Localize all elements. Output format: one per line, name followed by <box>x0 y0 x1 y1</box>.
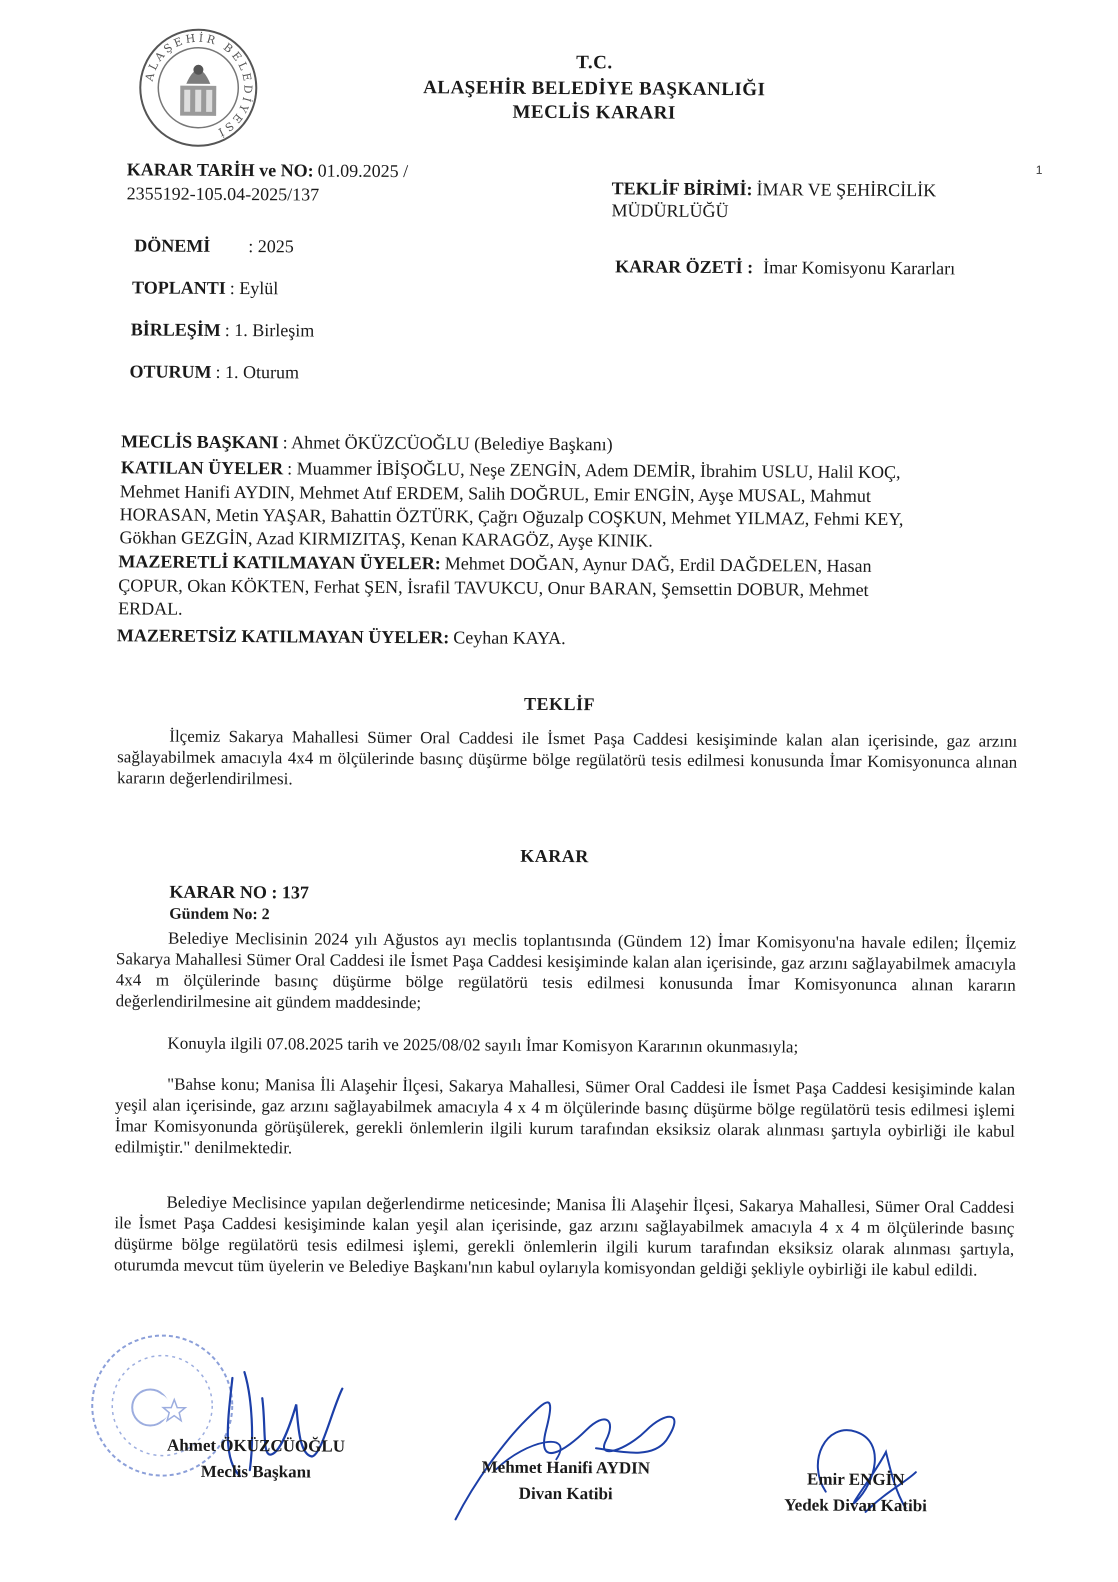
katilan-line1: : Muammer İBİŞOĞLU, Neşe ZENGİN, Adem DEMİR, İbrahim USLU, Halil KOÇ, <box>287 458 901 483</box>
teklif-text: İlçemiz Sakarya Mahallesi Sümer Oral Caddesi ile İsmet Paşa Caddesi kesişiminde kalan alan içerisinde, gaz arzını sağlayabilmek amacıyla 4x4 m ölçülerinde basınç düşürme bölge regülatörü tesis edilmesi konusunda İmar Komisyonunca alınan kararın değerlendirilmesi. <box>117 726 1018 789</box>
mazeretsiz-row <box>117 625 566 649</box>
signature-block-divan-katibi <box>436 1457 696 1505</box>
karar-paragraph-1: Belediye Meclisinin 2024 yılı Ağustos ayı meclis toplantısında (Gündem 12) İmar Komisyonu'na havale edilen; İlçemiz Sakarya Mahallesi Sümer Oral Caddesi ile İsmet Paşa Caddesi kesişiminde kalan alan içerisinde, gaz arzını sağlayabilmek amacıyla 4x4 m ölçülerinde basınç düşürme bölge regülatörü tesis edilmesi konusunda İmar Komisyonunca alınan kararın değerlendirilmesine ait gündem maddesinde; <box>115 928 1017 1013</box>
toplanti-label: TOPLANTI <box>132 277 226 298</box>
meclis-baskani-value: : Ahmet ÖKÜZCÜOĞLU (Belediye Başkanı) <box>282 432 613 455</box>
karar-paragraph-3: "Bahse konu; Manisa İli Alaşehir İlçesi, Sakarya Mahallesi, Sümer Oral Caddesi ile İsmet Paşa Caddesi kesişiminde kalan yeşil alan içerisinde, gaz arzını sağlayabilmek amacıyla 4 x 4 m ölçülerinde basınç düşürme bölge regülatörü tesis edilmesi işlemi İmar Komisyonunda görüşülerek, gerekli önlemlerin ilgili kurum tarafından eksiksiz olarak alınması şartıyla oybirliği ile kabul edilmiştir." denilmektedir. <box>114 1074 1016 1158</box>
svg-text:ALAŞEHİR BELEDİYESİ: ALAŞEHİR BELEDİYESİ <box>142 31 255 140</box>
header-doc-type: MECLİS KARARI <box>512 101 676 124</box>
mazeretsiz-label: MAZERETSİZ KATILMAYAN ÜYELER: <box>116 625 450 648</box>
katilan-label: KATILAN ÜYELER <box>120 457 284 479</box>
karar-ozeti-value: İmar Komisyonu Kararları <box>763 257 956 279</box>
karar-title: KARAR <box>520 845 589 867</box>
page-number: 1 <box>1035 162 1043 177</box>
teklif-birimi-value: İMAR VE ŞEHİRCİLİK <box>756 179 937 201</box>
karar-paragraph-4: Belediye Meclisince yapılan değerlendirme neticesinde; Manisa İli Alaşehir İlçesi, Sakarya Mahallesi, Sümer Oral Caddesi ile İsmet Paşa Caddesi kesişiminde kalan yeşil alan içerisinde, gaz arzını sağlayabilmek amacıyla 4 x 4 m ölçülerinde basınç düşürme bölge regülatörü tesis edilmesi işlemi, gerekli önlemlerin ilgili kurum tarafından eksiksiz olarak alınması şartıyla, oturumda mevcut tüm üyelerin ve Belediye Başkanı'nın kabul oylarıyla komisyondan geldiği şekliyle oybirliği ile kabul edildi. <box>114 1192 1015 1280</box>
signature-block-baskan <box>126 1435 386 1483</box>
mazeretli-line2: ÇOPUR, Okan KÖKTEN, Ferhat ŞEN, İsrafil TAVUKCU, Onur BARAN, Şemsettin DOBUR, Mehmet <box>118 575 869 600</box>
karar-ozeti-label: KARAR ÖZETİ : <box>615 256 754 278</box>
toplanti-row <box>132 277 278 299</box>
signatory-name: Mehmet Hanifi AYDIN <box>481 1457 651 1478</box>
katilan-row <box>121 457 901 483</box>
teklif-title: TEKLİF <box>523 693 596 715</box>
karar-ozeti-row <box>615 256 955 279</box>
gundem-no: Gündem No: 2 <box>169 905 270 924</box>
karar-tarih-value: 01.09.2025 / <box>317 160 409 182</box>
signatory-name: Ahmet ÖKÜZCÜOĞLU <box>166 1435 346 1456</box>
signature-block-yedek-divan-katibi <box>726 1469 986 1517</box>
oturum-row <box>129 361 299 383</box>
signatory-title: Meclis Başkanı <box>200 1461 311 1482</box>
signatory-title: Divan Katibi <box>518 1483 613 1504</box>
donemi-row <box>134 235 294 257</box>
mazeretli-label: MAZERETLİ KATILMAYAN ÜYELER: <box>118 551 441 574</box>
toplanti-value: : Eylül <box>229 277 279 299</box>
donemi-value: : 2025 <box>248 236 294 257</box>
katilan-line3: HORASAN, Metin YAŞAR, Bahattin ÖZTÜRK, Çağrı Oğuzalp COŞKUN, Mehmet YILMAZ, Fehmi KEY, <box>119 504 904 530</box>
birlesim-value: : 1. Birleşim <box>224 319 315 341</box>
signatory-name: Emir ENGİN <box>807 1469 905 1490</box>
karar-no-value: 2355192-105.04-2025/137 <box>126 183 320 205</box>
mazeretli-line1: Mehmet DOĞAN, Aynur DAĞ, Erdil DAĞDELEN, Hasan <box>444 553 872 576</box>
meclis-baskani-label: MECLİS BAŞKANI <box>121 431 279 453</box>
karar-tarih-label: KARAR TARİH ve NO: <box>126 159 314 181</box>
donemi-label: DÖNEMİ <box>134 235 211 256</box>
signatory-title: Yedek Divan Katibi <box>784 1495 928 1516</box>
katilan-line2: Mehmet Hanifi AYDIN, Mehmet Atıf ERDEM, Salih DOĞRUL, Emir ENGİN, Ayşe MUSAL, Mahmut <box>119 481 872 506</box>
signature-divan-katibi-icon <box>435 1379 696 1531</box>
karar-no: KARAR NO : 137 <box>169 881 309 903</box>
municipality-logo-icon <box>136 25 261 150</box>
teklif-birimi-row <box>612 178 937 201</box>
oturum-value: : 1. Oturum <box>215 361 300 383</box>
birlesim-label: BİRLEŞİM <box>130 319 221 340</box>
header-institution: ALAŞEHİR BELEDİYE BAŞKANLIĞI <box>423 77 766 101</box>
header-tc: T.C. <box>576 52 613 74</box>
meclis-baskani-row <box>121 431 613 455</box>
mazeretsiz-value: Ceyhan KAYA. <box>453 627 566 649</box>
teklif-birimi-value2: MÜDÜRLÜĞÜ <box>611 200 729 222</box>
oturum-label: OTURUM <box>129 361 212 382</box>
karar-paragraph-2: Konuyla ilgili 07.08.2025 tarih ve 2025/08/02 sayılı İmar Komisyon Kararının okunmasıyla; <box>167 1033 799 1057</box>
katilan-line4: Gökhan GEZGİN, Azad KIRMIZITAŞ, Kenan KARAGÖZ, Ayşe KINIK. <box>119 527 653 551</box>
karar-tarih-row <box>127 159 408 182</box>
birlesim-row <box>131 319 315 341</box>
teklif-birimi-label: TEKLİF BİRİMİ: <box>611 178 753 200</box>
mazeretli-row <box>118 551 871 577</box>
mazeretli-line3: ERDAL. <box>118 598 183 619</box>
